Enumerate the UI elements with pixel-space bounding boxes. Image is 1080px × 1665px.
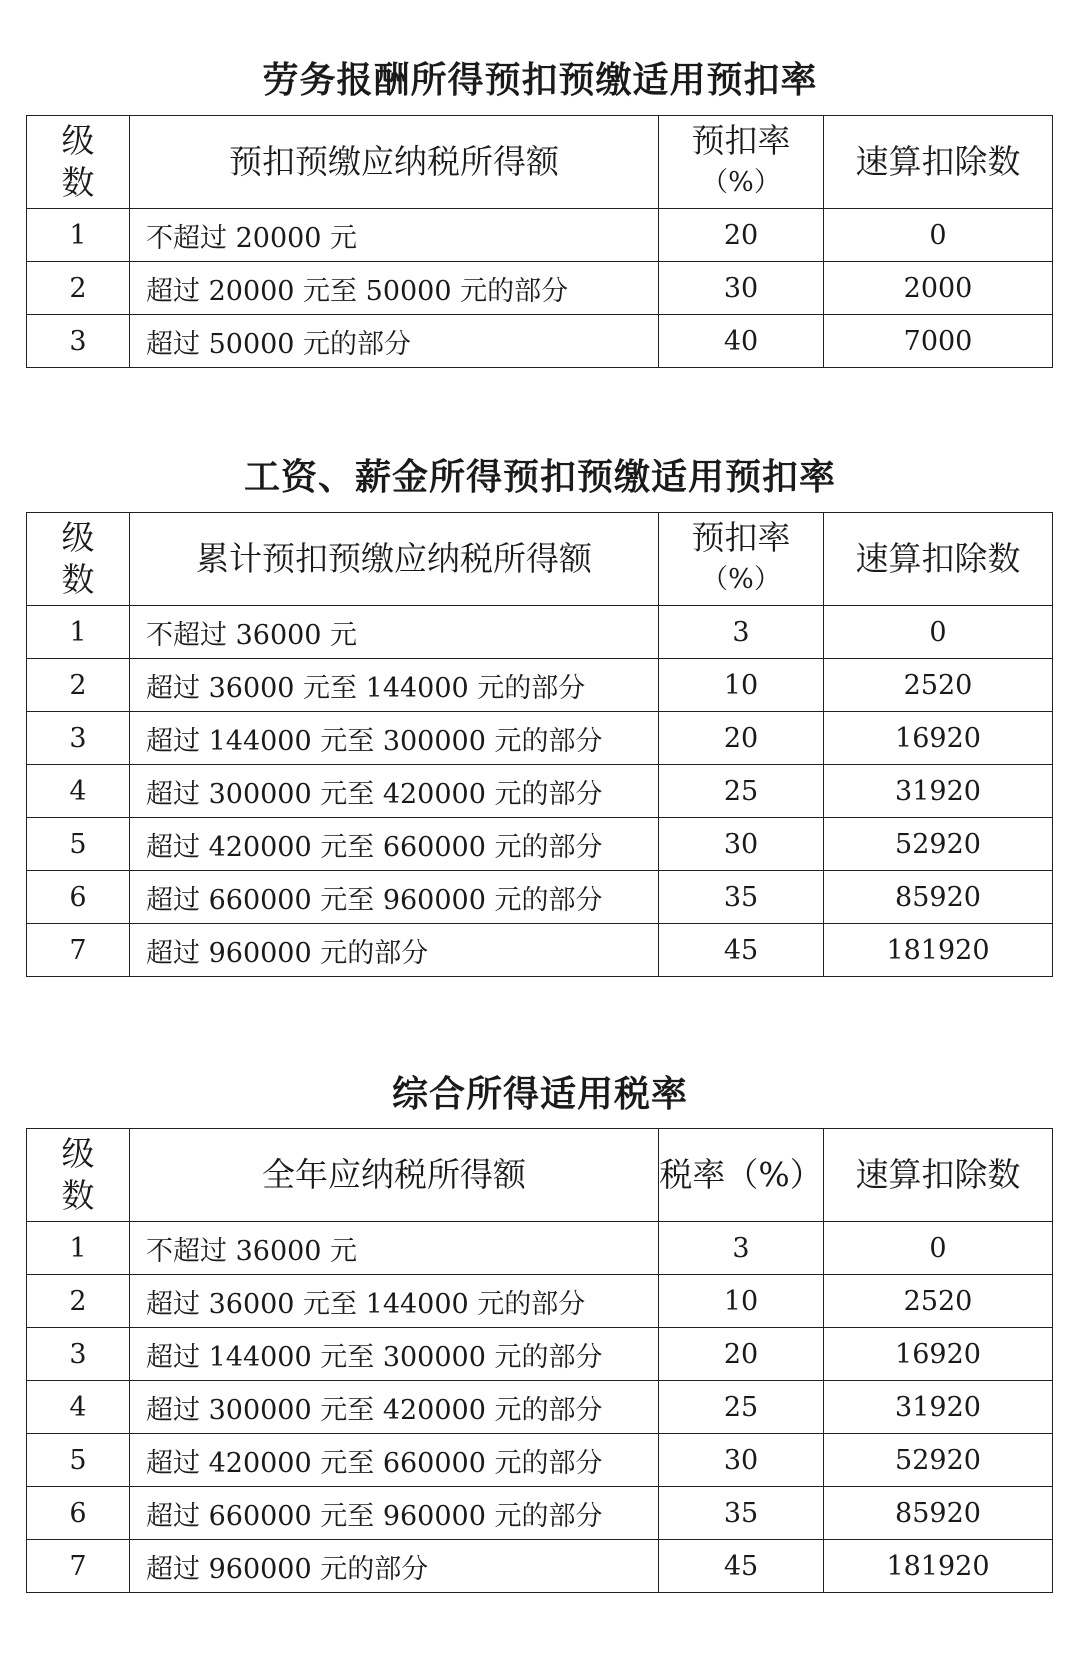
cell-quick-deduction: 2520	[824, 659, 1053, 712]
cell-quick-deduction: 16920	[824, 712, 1053, 765]
cell-range: 超过 960000 元的部分	[130, 1540, 659, 1593]
cell-rate: 25	[659, 1381, 824, 1434]
header-quick-deduction: 速算扣除数	[824, 1129, 1053, 1222]
cell-rate: 10	[659, 659, 824, 712]
cell-level: 7	[27, 924, 130, 977]
table-row	[27, 1434, 1053, 1487]
cell-level: 1	[27, 606, 130, 659]
header-range: 预扣预缴应纳税所得额	[130, 116, 659, 209]
cell-quick-deduction: 52920	[824, 1434, 1053, 1487]
cell-rate: 30	[659, 818, 824, 871]
cell-rate: 10	[659, 1275, 824, 1328]
cell-rate: 3	[659, 1222, 824, 1275]
cell-range: 超过 660000 元至 960000 元的部分	[130, 871, 659, 924]
table-row	[27, 1222, 1053, 1275]
cell-range: 超过 20000 元至 50000 元的部分	[130, 262, 659, 315]
cell-range: 超过 300000 元至 420000 元的部分	[130, 1381, 659, 1434]
cell-quick-deduction: 31920	[824, 1381, 1053, 1434]
cell-level: 3	[27, 315, 130, 368]
cell-range: 超过 36000 元至 144000 元的部分	[130, 1275, 659, 1328]
cell-level: 2	[27, 262, 130, 315]
table-row	[27, 924, 1053, 977]
cell-rate: 45	[659, 1540, 824, 1593]
cell-quick-deduction: 0	[824, 606, 1053, 659]
cell-quick-deduction: 2520	[824, 1275, 1053, 1328]
tax-table-comprehensive-income	[26, 1128, 1053, 1593]
cell-level: 2	[27, 1275, 130, 1328]
cell-quick-deduction: 31920	[824, 765, 1053, 818]
cell-rate: 25	[659, 765, 824, 818]
cell-level: 6	[27, 1487, 130, 1540]
cell-quick-deduction: 16920	[824, 1328, 1053, 1381]
cell-rate: 3	[659, 606, 824, 659]
cell-rate: 35	[659, 1487, 824, 1540]
table-row	[27, 871, 1053, 924]
tax-table-wages-salaries	[26, 512, 1053, 977]
table-row	[27, 1540, 1053, 1593]
cell-rate: 20	[659, 1328, 824, 1381]
header-range: 累计预扣预缴应纳税所得额	[130, 513, 659, 606]
header-level: 级 数	[27, 116, 130, 209]
cell-rate: 20	[659, 712, 824, 765]
cell-level: 7	[27, 1540, 130, 1593]
cell-quick-deduction: 85920	[824, 1487, 1053, 1540]
table-row	[27, 209, 1053, 262]
cell-range: 不超过 20000 元	[130, 209, 659, 262]
table-row	[27, 1275, 1053, 1328]
table-row	[27, 659, 1053, 712]
header-quick-deduction: 速算扣除数	[824, 116, 1053, 209]
cell-range: 超过 660000 元至 960000 元的部分	[130, 1487, 659, 1540]
table-row	[27, 1328, 1053, 1381]
cell-range: 超过 144000 元至 300000 元的部分	[130, 712, 659, 765]
cell-level: 2	[27, 659, 130, 712]
cell-level: 4	[27, 1381, 130, 1434]
header-row	[27, 116, 1053, 209]
cell-range: 超过 50000 元的部分	[130, 315, 659, 368]
table-row	[27, 712, 1053, 765]
cell-range: 超过 300000 元至 420000 元的部分	[130, 765, 659, 818]
table-row	[27, 818, 1053, 871]
cell-rate: 45	[659, 924, 824, 977]
cell-quick-deduction: 181920	[824, 924, 1053, 977]
table-row	[27, 262, 1053, 315]
cell-range: 超过 420000 元至 660000 元的部分	[130, 818, 659, 871]
tax-table-labor-remuneration	[26, 115, 1053, 368]
section-title: 工资、薪金所得预扣预缴适用预扣率	[243, 456, 836, 498]
table-row	[27, 1381, 1053, 1434]
header-rate: 预扣率 （%）	[659, 513, 824, 606]
header-row	[27, 1129, 1053, 1222]
cell-range: 超过 144000 元至 300000 元的部分	[130, 1328, 659, 1381]
cell-level: 1	[27, 209, 130, 262]
cell-quick-deduction: 85920	[824, 871, 1053, 924]
header-rate: 预扣率 （%）	[659, 116, 824, 209]
table-row	[27, 315, 1053, 368]
cell-range: 超过 420000 元至 660000 元的部分	[130, 1434, 659, 1487]
header-level: 级 数	[27, 513, 130, 606]
cell-quick-deduction: 181920	[824, 1540, 1053, 1593]
cell-level: 5	[27, 1434, 130, 1487]
cell-level: 6	[27, 871, 130, 924]
cell-level: 3	[27, 712, 130, 765]
cell-rate: 40	[659, 315, 824, 368]
cell-range: 不超过 36000 元	[130, 606, 659, 659]
cell-level: 4	[27, 765, 130, 818]
cell-quick-deduction: 2000	[824, 262, 1053, 315]
table-row	[27, 765, 1053, 818]
table-row	[27, 1487, 1053, 1540]
cell-level: 5	[27, 818, 130, 871]
cell-quick-deduction: 0	[824, 209, 1053, 262]
section-title: 综合所得适用税率	[391, 1073, 688, 1115]
cell-rate: 20	[659, 209, 824, 262]
cell-rate: 35	[659, 871, 824, 924]
cell-quick-deduction: 7000	[824, 315, 1053, 368]
cell-level: 1	[27, 1222, 130, 1275]
table-row	[27, 606, 1053, 659]
header-level: 级 数	[27, 1129, 130, 1222]
cell-range: 超过 960000 元的部分	[130, 924, 659, 977]
cell-level: 3	[27, 1328, 130, 1381]
header-rate: 税率（%）	[659, 1129, 824, 1222]
cell-quick-deduction: 0	[824, 1222, 1053, 1275]
header-range: 全年应纳税所得额	[130, 1129, 659, 1222]
header-row	[27, 513, 1053, 606]
header-quick-deduction: 速算扣除数	[824, 513, 1053, 606]
section-title: 劳务报酬所得预扣预缴适用预扣率	[262, 59, 818, 101]
cell-range: 超过 36000 元至 144000 元的部分	[130, 659, 659, 712]
cell-rate: 30	[659, 262, 824, 315]
cell-rate: 30	[659, 1434, 824, 1487]
cell-quick-deduction: 52920	[824, 818, 1053, 871]
cell-range: 不超过 36000 元	[130, 1222, 659, 1275]
